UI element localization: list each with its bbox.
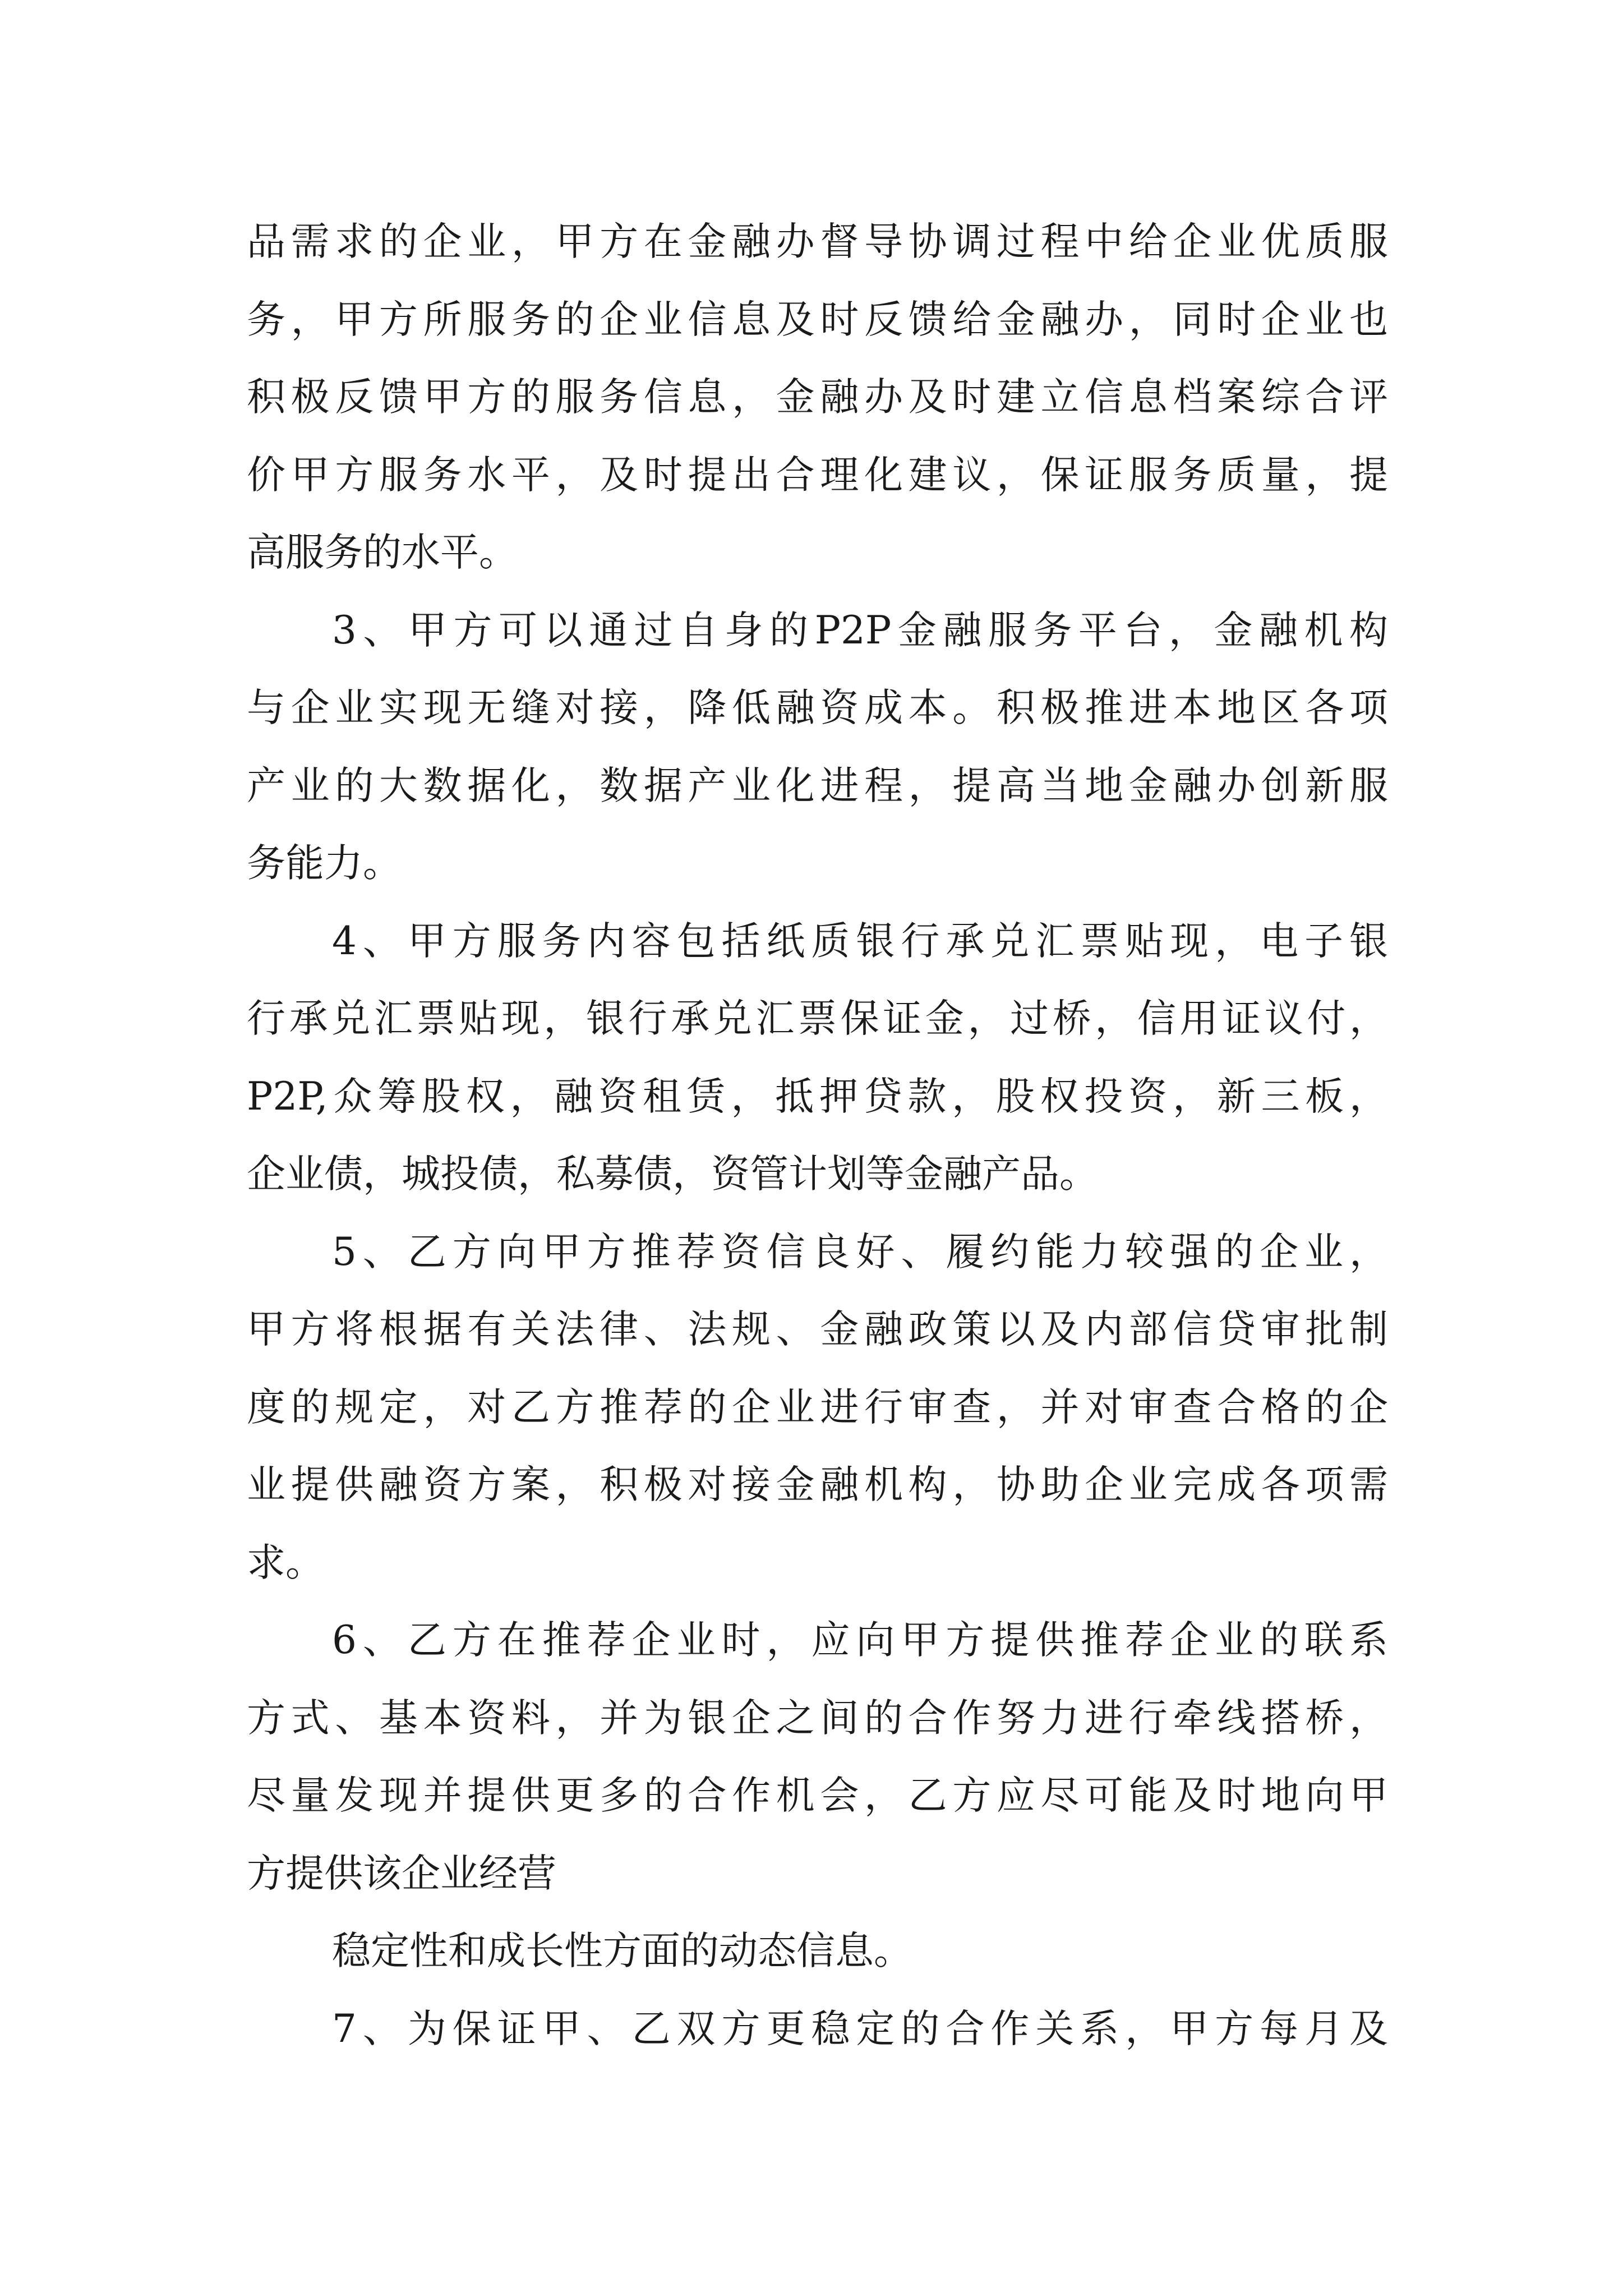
text-line: 价甲方服务水平，及时提出合理化建议，保证服务质量，提 [247,452,1388,498]
text-line: 企业债，城投债，私募债，资管计划等金融产品。 [247,1152,1098,1197]
text-line: 7、为保证甲、乙双方更稳定的合作关系，甲方每月及 [332,2006,1388,2051]
text-line: 积极反馈甲方的服务信息，金融办及时建立信息档案综合评 [247,375,1388,420]
text-line: 尽量发现并提供更多的合作机会，乙方应尽可能及时地向甲 [247,1773,1388,1818]
text-line: 方式、基本资料，并为银企之间的合作努力进行牵线搭桥， [247,1695,1388,1741]
text-line: 4、甲方服务内容包括纸质银行承兑汇票贴现，电子银 [332,918,1388,964]
text-line: 5、乙方向甲方推荐资信良好、履约能力较强的企业， [332,1229,1388,1274]
document-body [247,218,1388,2082]
text-line: 度的规定，对乙方推荐的企业进行审查，并对审查合格的企 [247,1384,1388,1430]
text-line: 6、乙方在推荐企业时，应向甲方提供推荐企业的联系 [332,1618,1388,1663]
text-line: 高服务的水平。 [247,530,518,575]
text-line: 务，甲方所服务的企业信息及时反馈给金融办，同时企业也 [247,297,1388,342]
text-line: 务能力。 [247,841,402,886]
text-line: 稳定性和成长性方面的动态信息。 [332,1929,912,1973]
text-line: 业提供融资方案，积极对接金融机构，协助企业完成各项需 [247,1462,1388,1507]
text-line: 求。 [247,1540,324,1585]
text-line: 甲方将根据有关法律、法规、金融政策以及内部信贷审批制 [247,1307,1388,1352]
text-line: P2P,众筹股权，融资租赁，抵押贷款，股权投资，新三板， [247,1074,1388,1119]
text-line: 3、甲方可以通过自身的P2P金融服务平台，金融机构 [332,608,1388,653]
text-line: 产业的大数据化，数据产业化进程，提高当地金融办创新服 [247,763,1388,808]
text-line: 方提供该企业经营 [247,1851,556,1896]
text-line: 行承兑汇票贴现，银行承兑汇票保证金，过桥，信用证议付， [247,996,1388,1041]
text-line: 品需求的企业，甲方在金融办督导协调过程中给企业优质服 [247,219,1388,264]
text-line: 与企业实现无缝对接，降低融资成本。积极推进本地区各项 [247,685,1388,730]
